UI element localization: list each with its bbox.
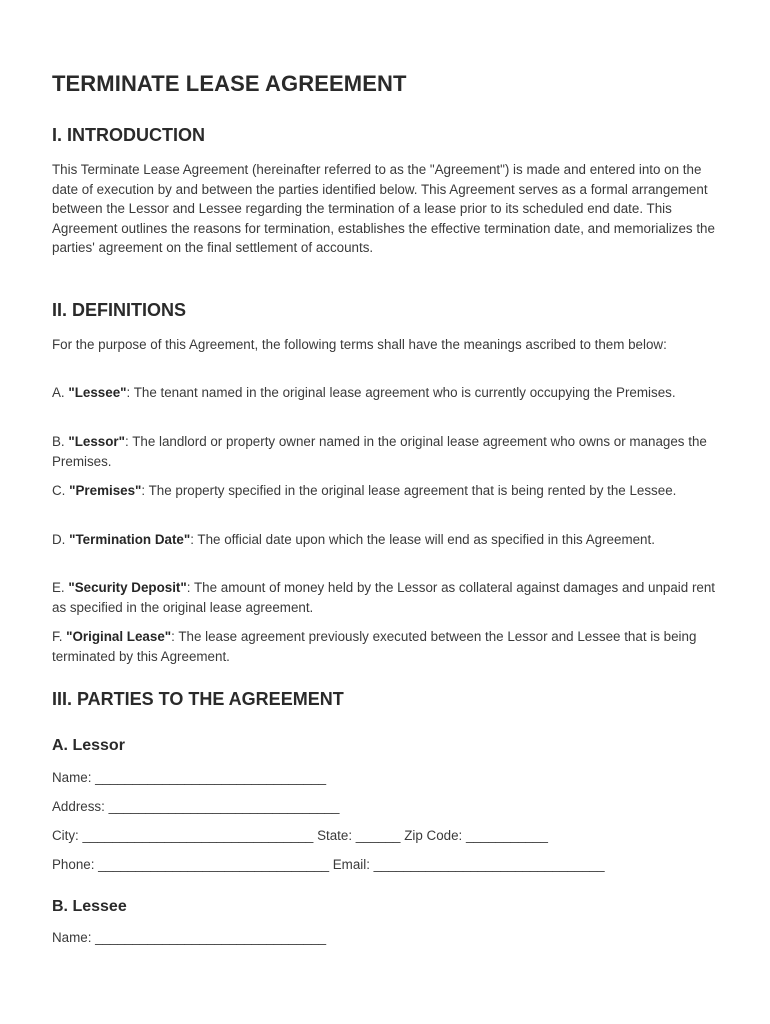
definition-text: : The landlord or property owner named in the original lease agreement who owns or manages the Premises. [52,434,707,469]
definition-text: : The lease agreement previously executed between the Lessor and Lessee that is being terminated by this Agreement. [52,629,697,664]
definition-term: "Termination Date" [69,532,191,547]
introduction-paragraph: This Terminate Lease Agreement (hereinafter referred to as the "Agreement") is made and entered into on the date of execution by and between the parties identified below. This Agreement serves as a formal arrangement between the Lessor and Lessee regarding the termination of a lease prior to its scheduled end date. This Agreement outlines the reasons for termination, establishes the effective termination date, and memorializes the parties' agreement on the final settlement of accounts. [52,162,715,255]
definition-item-security-deposit [52,578,722,617]
section-heading-introduction: I. INTRODUCTION [52,125,205,145]
lessor-name-field[interactable]: Name: _______________________________ [52,770,327,785]
definition-term: "Lessor" [68,434,125,449]
lessee-name-field[interactable]: Name: _______________________________ [52,930,327,945]
definition-item-original-lease [52,627,722,666]
definition-term: "Original Lease" [66,629,172,644]
definition-item-premises [52,481,722,501]
subheading-lessor: A. Lessor [52,737,125,754]
definitions-lead-paragraph: For the purpose of this Agreement, the following terms shall have the meanings ascribed to them below: [52,337,667,352]
definition-prefix: F. [52,629,67,644]
section-heading-parties: III. PARTIES TO THE AGREEMENT [52,689,344,709]
lessor-city-state-zip-fields[interactable]: City: _______________________________ State: ______ Zip Code: ___________ [52,828,548,843]
definition-text: : The official date upon which the lease will end as specified in this Agreement. [190,532,655,547]
definition-text: : The tenant named in the original lease agreement who is currently occupying the Premises. [126,385,676,400]
section-heading-definitions: II. DEFINITIONS [52,300,187,320]
definition-prefix: B. [52,434,69,449]
definition-item-lessee [52,383,722,403]
subheading-lessee: B. Lessee [52,898,127,915]
definition-prefix: A. [52,385,69,400]
lessor-address-field[interactable]: Address: _______________________________ [52,799,340,814]
definition-term: "Security Deposit" [68,580,187,595]
definition-term: "Lessee" [68,385,127,400]
definition-prefix: E. [52,580,69,595]
definition-text: : The property specified in the original lease agreement that is being rented by the Lessee. [141,483,677,498]
definition-text: : The amount of money held by the Lessor as collateral against damages and unpaid rent as specified in the original lease agreement. [52,580,716,615]
definition-item-termination-date [52,530,722,550]
document-title: TERMINATE LEASE AGREEMENT [52,71,407,96]
definition-prefix: D. [52,532,70,547]
definition-prefix: C. [52,483,70,498]
definition-term: "Premises" [69,483,142,498]
definition-item-lessor [52,432,722,471]
lessor-phone-email-fields[interactable]: Phone: _______________________________ Email: _______________________________ [52,857,605,872]
